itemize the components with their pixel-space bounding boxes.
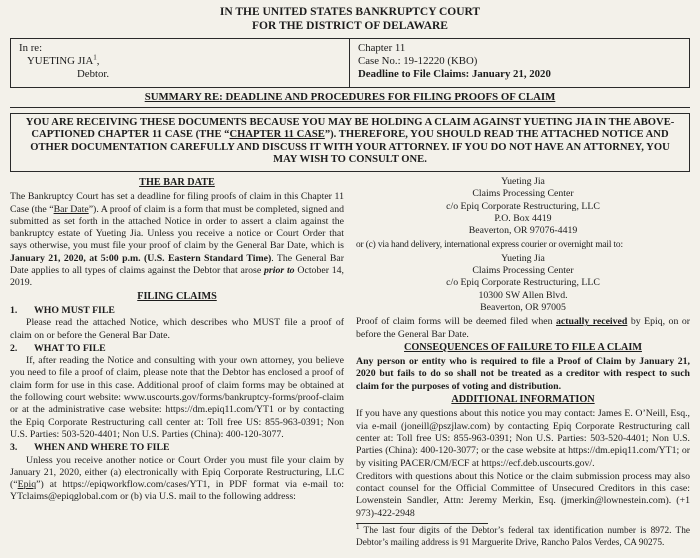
courier-address [356, 253, 690, 314]
court-header [10, 6, 690, 33]
filing-item-3-heading [10, 442, 344, 454]
debtor-name-comma: , [96, 55, 100, 68]
chapter-label: Chapter 11 [358, 42, 406, 54]
caption-case-cell [350, 39, 689, 87]
mailing-address-line: Beaverton, OR 97076-4419 [468, 225, 578, 237]
bar-date-deadline: January 21, 2020, at 5:00 p.m. (U.S. Eastern Standard Time) [10, 252, 272, 264]
item-2-title: WHAT TO FILE [34, 342, 106, 354]
claims-deadline: Deadline to File Claims: January 21, 2020 [358, 68, 551, 81]
in-re-label: In re: [19, 42, 43, 54]
case-number: Case No.: 19-12220 (KBO) [358, 55, 478, 68]
hand-delivery-intro: or (c) via hand delivery, international express courier or overnight mail to: [356, 240, 623, 251]
item-3-number: 3. [10, 442, 18, 454]
notice-text-tail: ”). THEREFORE, YOU SHOULD READ THE ATTACHED NOTICE AND OTHER DOCUMENTATION CAREFULLY AND DISCUSS IT WITH YOUR ATTORNEY. IF YOU DO NOT HAVE AN ATTORNEY, YOU MAY WISH TO CONSULT ONE. [30, 129, 670, 166]
additional-info-heading [356, 394, 690, 406]
right-column [356, 176, 690, 549]
bar-date-seg-4: October 14, 2019. [10, 265, 345, 289]
epiq-term: Epiq [17, 479, 37, 491]
debtor-name: YUETING JIA [27, 55, 94, 68]
court-name: IN THE UNITED STATES BANKRUPTCY COURT [219, 6, 481, 18]
committee-contact-paragraph: Creditors with questions about this Notice or the claim submission process may also contact counsel for the Official Committee of Unsecured Creditors in this case: Lowenstein Sandler, Attn: Jeremy Merkin, Esq. (jmerkin@lownestein.com). (+1 973)-422-2948 [356, 470, 690, 519]
consequences-heading [356, 342, 690, 354]
notice-box [10, 113, 690, 172]
item-1-title: WHO MUST FILE [34, 304, 115, 316]
prior-to-emphasis: prior to [264, 265, 295, 277]
contact-paragraph: If you have any questions about this notice you may contact: James E. O’Neill, Esq., via e-mail (joneill@pszjlaw.com) by contacting Epiq Corporate Restructuring call center at: Toll free US: 855-963-0391; Non U.S. Parties: 503-520-4401; Non U.S. Parties (China): 400-120-3077; or the case website at https://dm.epiq11.com/YT1; or by visiting PACER/CM/ECF at https://ecf.deb.uscourts.gov/. [356, 408, 690, 469]
filing-claims-heading [10, 291, 344, 303]
courier-address-line: Yueting Jia [501, 252, 545, 264]
courier-address-line: Beaverton, OR 97005 [480, 301, 566, 313]
document-body [10, 176, 690, 549]
bar-date-term: Bar Date [53, 203, 89, 215]
courier-address-line: c/o Epiq Corporate Restructuring, LLC [446, 277, 600, 289]
filing-item-1-body: Please read the attached Notice, which describes who MUST file a proof of claim on or before the General Bar Date. [10, 317, 344, 341]
mailing-address-line: Claims Processing Center [472, 188, 574, 200]
consequences-paragraph: Any person or entity who is required to file a Proof of Claim by January 21, 2020 but fails to do so shall not be treated as a creditor with respect to such claim for the purposes of voting and distribution. [356, 356, 690, 392]
footnote-ref-marker: 1 [93, 53, 97, 62]
item-2-number: 2. [10, 342, 18, 354]
summary-title-text: SUMMARY RE: DEADLINE AND PROCEDURES FOR FILING PROOFS OF CLAIM [144, 90, 556, 103]
mailing-address [356, 176, 690, 237]
footnote [356, 523, 690, 549]
bar-date-seg-3: . The General Bar Date applies to all types of claims against the Debtor that arose [10, 252, 344, 277]
item-3-title: WHEN AND WHERE TO FILE [34, 442, 170, 454]
deemed-seg-1: Proof of claim forms will be deemed filed when [356, 316, 557, 328]
actually-received-emphasis: actually received [556, 316, 628, 328]
filing-item-2-heading [10, 343, 344, 355]
bar-date-heading [10, 177, 344, 189]
additional-info-heading-text: ADDITIONAL INFORMATION [451, 394, 595, 406]
deemed-seg-2: by Epiq, on or before the General Bar Date. [356, 316, 691, 340]
mailing-address-line: c/o Epiq Corporate Restructuring, LLC [446, 200, 600, 212]
footnote-text-block [356, 522, 690, 549]
bar-date-paragraph [10, 191, 344, 289]
bar-date-seg-1: The Bankruptcy Court has set a deadline for filing proofs of claim in this Chapter 11 Case (the “ [10, 191, 344, 215]
footnote-separator [356, 523, 488, 524]
chapter-11-case-term: CHAPTER 11 CASE [229, 129, 325, 141]
debtor-name-line [19, 55, 341, 68]
filing-item-1-heading [10, 305, 344, 317]
footnote-number: 1 [356, 522, 360, 531]
debtor-label: Debtor. [77, 68, 110, 81]
consequences-heading-text: CONSEQUENCES OF FAILURE TO FILE A CLAIM [404, 341, 642, 353]
filing-item-2-body: If, after reading the Notice and consulting with your own attorney, you believe you need to file a proof of claim, please note that the Debtor has enclosed a proof of claim form for use in this case. Additional proof of claim forms may be obtained at the following court website: www.uscourts.gov/forms/bankruptcy-forms/proof-claim or at the administrative case website: https://dm.epiq11.com/YT1 or by contacting the Epiq Corporate Restructuring call center at: Toll free US: 855-963-0391; Non U.S. Parties: 503-520-4401; Non U.S. Parties (China): 400-120-3077. [10, 355, 344, 440]
left-column [10, 176, 344, 549]
mailing-address-line: Yueting Jia [501, 175, 545, 187]
notice-text-lead: YOU ARE RECEIVING THESE DOCUMENTS BECAUSE YOU MAY BE HOLDING A CLAIM AGAINST YUETING JIA IN THE ABOVE-CAPTIONED CHAPTER 11 CASE (THE “ [25, 116, 675, 141]
item-3-seg-2: ”) at https://epiqworkflow.com/cases/YT1, in PDF format via e-mail to: YTclaims@epiqglobal.com or (b) via U.S. mail to the following address: [10, 479, 344, 503]
footnote-text: The last four digits of the Debtor’s federal tax identification number is 8972. The Debtor’s mailing address is 91 Marguerite Drive, Rancho Palos Verdes, CA 90275. [356, 526, 690, 548]
bar-date-seg-2: ”). A proof of claim is a form that must be completed, signed and submitted as set forth in the attached Notice in order to assert a claim against the bankruptcy estate of Yueting Jia. Unless you receive a notice or Court Order that says otherwise, you must file your proof of claim by the General Bar Date, which is [10, 203, 344, 252]
case-caption [10, 38, 690, 88]
summary-title [10, 88, 690, 108]
filing-item-3-body [10, 455, 344, 504]
courier-address-line: 10300 SW Allen Blvd. [478, 289, 568, 301]
item-1-number: 1. [10, 304, 18, 316]
item-3-seg-1: Unless you receive another notice or Court Order you must file your claim by January 21, 2020, either (a) electronically with Epiq Corporate Restructuring, LLC (“ [10, 454, 344, 491]
filing-claims-heading-text: FILING CLAIMS [137, 290, 217, 302]
bar-date-heading-text: THE BAR DATE [139, 176, 215, 188]
courier-address-line: Claims Processing Center [472, 265, 574, 277]
mailing-address-line: P.O. Box 4419 [494, 212, 552, 224]
caption-debtor-cell [11, 39, 350, 87]
deemed-filed-paragraph [356, 316, 690, 341]
district-name: FOR THE DISTRICT OF DELAWARE [252, 19, 448, 32]
